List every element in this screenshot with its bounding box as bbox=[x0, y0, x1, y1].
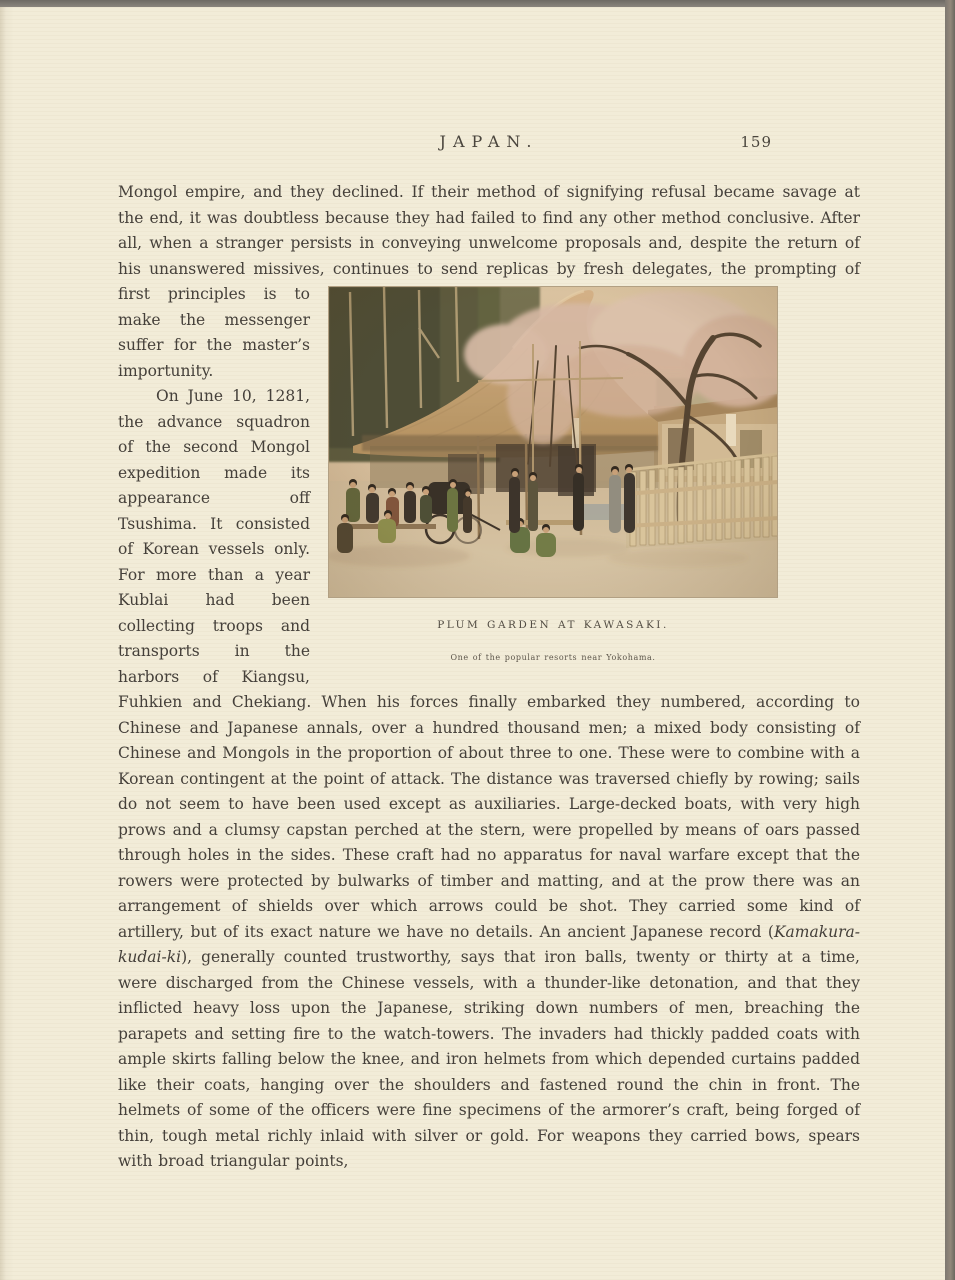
paragraph-1-continuation: principles is to make the messenger suffer for the master’s importunity. bbox=[118, 285, 310, 380]
figure-subcaption: One of the popular resorts near Yokohama. bbox=[450, 652, 656, 662]
page-content bbox=[0, 7, 945, 1175]
scan-edge-top bbox=[0, 0, 955, 7]
paragraph-2-text: On June 10, 1281, the advance squadron of the second Mongol expedition made its appearance off Tsushima. It consisted of Korean vessels only. For more than a year Kublai had been collecting troops and transports in the harbors of Kiangsu, Fuhkien and Chekiang. When his forces finally embarked they numbered, according to Chinese and Japanese annals, over a hundred thousand men; a mixed body consisting of Chinese and Mongols in the proportion of about three to one. These were to combine with a Korean contingent at the point of attack. The distance was traversed chiefly by rowing; sails do not seem to have been used except as auxiliaries. Large-decked boats, with very high prows and a clumsy capstan perched at the stern, were propelled by means of oars passed through holes in the sides. These craft had no apparatus for naval warfare except that the rowers were protected by bulwarks of timber and matting, and at the prow there was an arrangement of shields over which arrows could be shot. They carried some kind of artillery, but of its exact nature we have no details. An ancient Japanese record ( bbox=[118, 387, 860, 941]
scan-edge-right bbox=[945, 0, 955, 1280]
japanese-record-title: Kamakura-kudai-ki bbox=[118, 922, 860, 966]
plum-garden-photograph bbox=[328, 286, 778, 598]
figure-caption: PLUM GARDEN AT KAWASAKI. bbox=[437, 619, 669, 631]
paragraph-1-lead: Mongol empire, and they declined. If their method of signifying refusal became savage at the end, it was doubtless because they had failed to find any other method conclusive. After all, when a stranger persists in conveying unwelcome proposals and, despite the return of his unanswered missives, continues to send replicas by fresh delegates, the prompting of first bbox=[118, 183, 860, 303]
figure-plum-garden bbox=[328, 286, 778, 670]
paragraph-2-text-end: ), generally counted trustworthy, says that iron balls, twenty or thirty at a time, were discharged from the Chinese vessels, with a thunder-like detonation, and that they inflicted heavy loss upon the Japanese, striking down numbers of men, breaching the parapets and setting fire to the watch-towers. The invaders had thickly padded coats with ample skirts falling below the knee, and iron helmets from which depended curtains padded like their coats, hanging over the shoulders and fastened round the chin in front. The helmets of some of the officers were fine specimens of the armorer’s craft, being forged of thin, tough metal richly inlaid with silver or gold. For weapons they carried bows, spears with broad triangular points, bbox=[118, 948, 860, 1170]
book-page bbox=[0, 7, 945, 1280]
running-head bbox=[118, 132, 860, 156]
page-title: JAPAN. bbox=[439, 132, 539, 151]
paragraph-1 bbox=[118, 180, 860, 662]
body-text bbox=[118, 180, 860, 1175]
page-number: 159 bbox=[740, 133, 772, 151]
